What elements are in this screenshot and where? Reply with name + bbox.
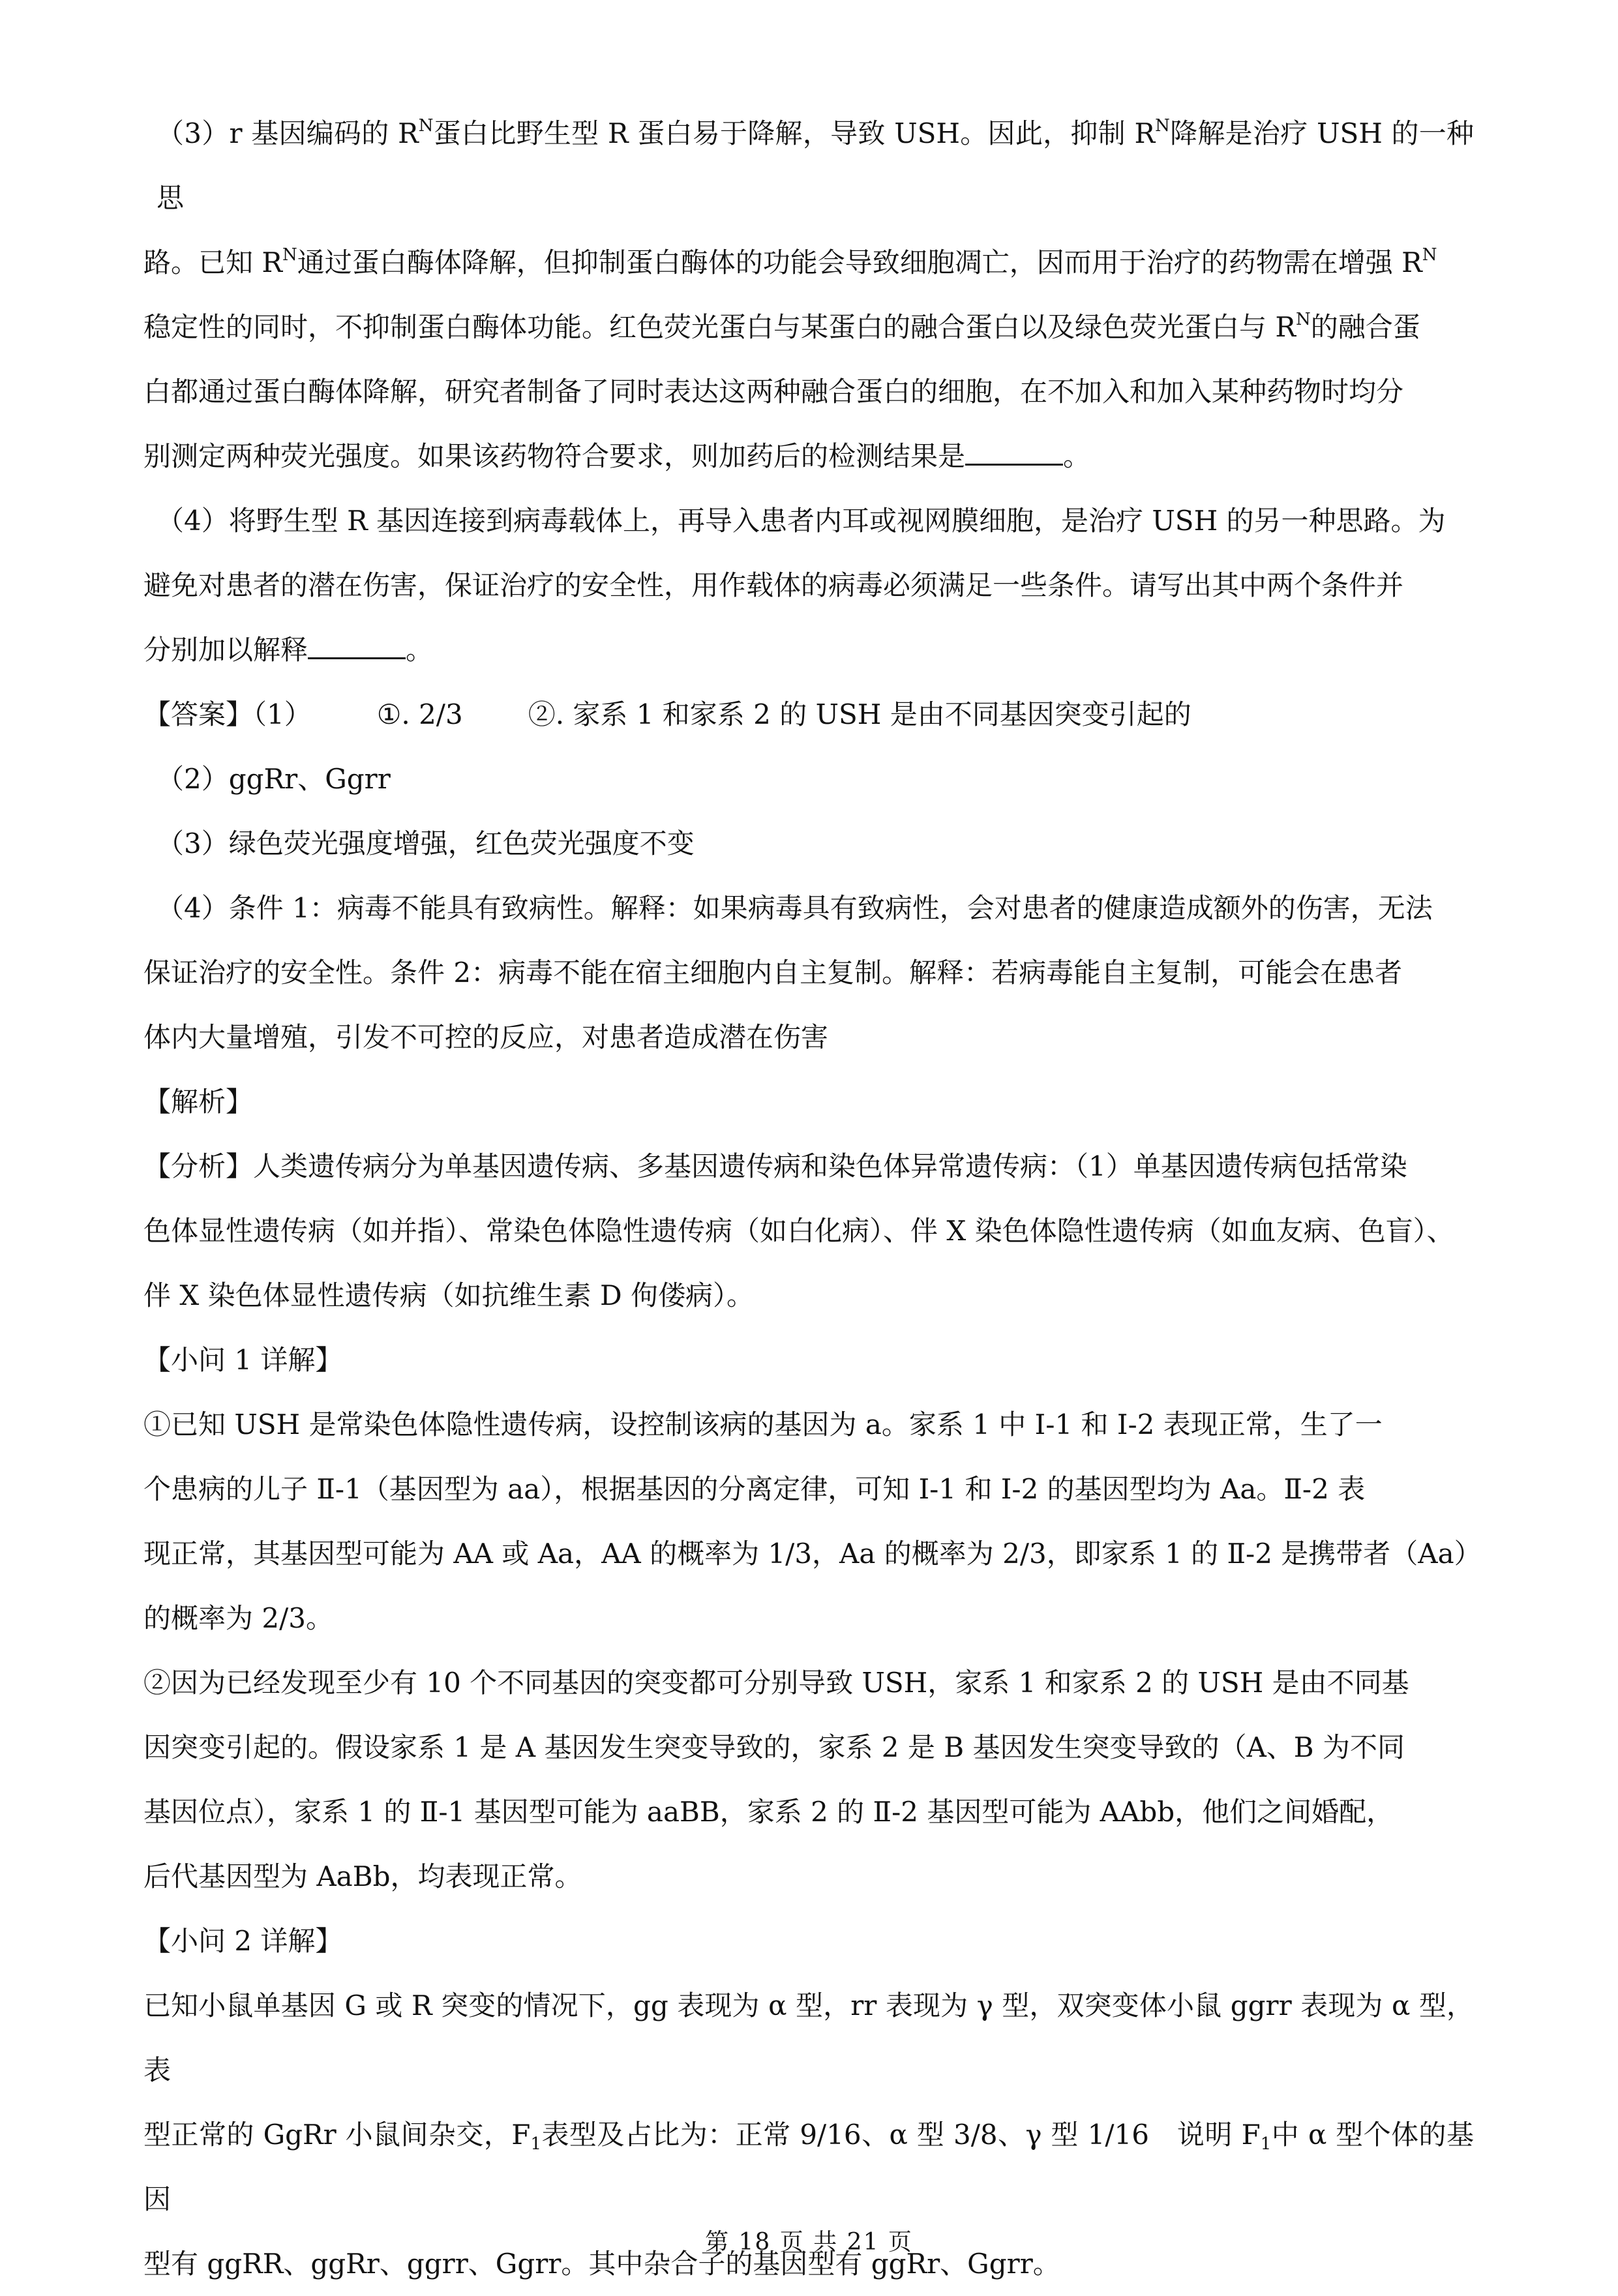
sub1-line-3: 现正常，其基因型可能为 AA 或 Aa，AA 的概率为 1/3，Aa 的概率为 2/3，即家系 1 的 Ⅱ-2 是携带者（Aa）: [143, 1538, 1482, 1570]
text-run: 的融合蛋: [1310, 311, 1420, 343]
text-run: 分别加以解释: [143, 634, 308, 666]
answer-line-6: 体内大量增殖，引发不可控的反应，对患者造成潜在伤害: [143, 1021, 829, 1053]
answer-blank: [965, 441, 1063, 466]
sub1-label: 【小问 1 详解】: [143, 1344, 343, 1376]
superscript: N: [1295, 310, 1311, 329]
q4-line-1: （4）将野生型 R 基因连接到病毒载体上，再导入患者内耳或视网膜细胞，是治疗 USH 的另一种思路。为: [157, 505, 1446, 537]
sub2-line-2: [143, 2102, 1474, 2231]
sub2-label: 【小问 2 详解】: [143, 1925, 343, 1957]
superscript: N: [1155, 116, 1170, 136]
q4-line-3: [143, 618, 1474, 682]
text-run: （3）r 基因编码的 R: [157, 117, 419, 149]
page-number-footer: 第 18 页 共 21 页: [705, 2229, 913, 2256]
sub2-line-3: 型有 ggRR、ggRr、ggrr、Ggrr。其中杂合子的基因型有 ggRr、Ggrr。: [143, 2248, 1060, 2280]
analysis-label: 【解析】: [143, 1086, 254, 1118]
text-run: 降解是治疗 USH 的一种思: [157, 117, 1475, 214]
text-run: 。: [1063, 440, 1091, 472]
analysis-line-2: 色体显性遗传病（如并指）、常染色体隐性遗传病（如白化病）、伴 X 染色体隐性遗传病（如血友病、色盲）、: [143, 1215, 1454, 1247]
answer-line-1: [143, 682, 1474, 747]
sub1-line-4: 的概率为 2/3。: [143, 1602, 333, 1634]
answer-line-4: （4）条件 1：病毒不能具有致病性。解释：如果病毒具有致病性，会对患者的健康造成额外的伤害，无法: [157, 892, 1433, 924]
text-run: 通过蛋白酶体降解，但抑制蛋白酶体的功能会导致细胞凋亡，因而用于治疗的药物需在增强 R: [297, 246, 1422, 278]
text-run: 型正常的 GgRr 小鼠间杂交，F: [143, 2119, 531, 2151]
sub2-line-1: 已知小鼠单基因 G 或 R 突变的情况下，gg 表现为 α 型，rr 表现为 γ 型，双突变体小鼠 ggrr 表现为 α 型，表: [143, 1990, 1474, 2086]
sub1-line-2: 个患病的儿子 Ⅱ-1（基因型为 aa），根据基因的分离定律，可知 Ⅰ-1 和 Ⅰ-2 的基因型均为 Aa。Ⅱ-2 表: [143, 1473, 1366, 1505]
sub1-line-7: 基因位点），家系 1 的 Ⅱ-1 基因型可能为 aaBB，家系 2 的 Ⅱ-2 基因型可能为 AAbb，他们之间婚配，: [143, 1796, 1394, 1828]
superscript: N: [282, 245, 297, 265]
analysis-line-1: 【分析】人类遗传病分为单基因遗传病、多基因遗传病和染色体异常遗传病：（1）单基因遗传病包括常染: [143, 1150, 1407, 1182]
superscript: N: [418, 116, 434, 136]
text-run: 。: [406, 634, 434, 666]
text-run: 路。已知 R: [143, 246, 282, 278]
q3-line-1: [143, 101, 1474, 230]
q3-line-2: [143, 230, 1474, 295]
answer-blank: [308, 635, 406, 659]
sub1-line-8: 后代基因型为 AaBb，均表现正常。: [143, 1860, 582, 1892]
q3-line-4: 白都通过蛋白酶体降解，研究者制备了同时表达这两种融合蛋白的细胞，在不加入和加入某种药物时均分: [143, 376, 1404, 408]
q3-line-3: [143, 295, 1474, 359]
q3-line-5: [143, 424, 1474, 488]
page-content: [143, 101, 1482, 2296]
answer-line-3: （3）绿色荧光强度增强，红色荧光强度不变: [157, 827, 695, 859]
text-run: 别测定两种荧光强度。如果该药物符合要求，则加药后的检测结果是: [143, 440, 966, 472]
answer-label: 【答案】（1）: [143, 698, 312, 730]
answer-line-2: （2）ggRr、Ggrr: [157, 763, 391, 795]
text-run: 中 α 型个体的基因: [143, 2119, 1474, 2215]
sub1-line-5: ②因为已经发现至少有 10 个不同基因的突变都可分别导致 USH，家系 1 和家系 2 的 USH 是由不同基: [143, 1667, 1409, 1699]
q4-line-2: 避免对患者的潜在伤害，保证治疗的安全性，用作载体的病毒必须满足一些条件。请写出其中两个条件并: [143, 569, 1404, 601]
sub1-line-1: ①已知 USH 是常染色体隐性遗传病，设控制该病的基因为 a。家系 1 中 Ⅰ-1 和 Ⅰ-2 表现正常，生了一: [143, 1409, 1383, 1440]
analysis-line-3: 伴 X 染色体显性遗传病（如抗维生素 D 佝偻病）。: [143, 1279, 754, 1311]
sub1-line-6: 因突变引起的。假设家系 1 是 A 基因发生突变导致的，家系 2 是 B 基因发生突变导致的（A、B 为不同: [143, 1731, 1405, 1763]
subscript: 1: [530, 2134, 541, 2154]
answer-item: ②. 家系 1 和家系 2 的 USH 是由不同基因突变引起的: [528, 698, 1191, 730]
subscript: 1: [1260, 2134, 1272, 2154]
superscript: N: [1422, 245, 1437, 265]
text-run: 表型及占比为：正常 9/16、α 型 3/8、γ 型 1/16 说明 F: [541, 2119, 1261, 2151]
text-run: 稳定性的同时，不抑制蛋白酶体功能。红色荧光蛋白与某蛋白的融合蛋白以及绿色荧光蛋白与 R: [143, 311, 1296, 343]
text-run: 蛋白比野生型 R 蛋白易于降解，导致 USH。因此，抑制 R: [433, 117, 1156, 149]
answer-line-5: 保证治疗的安全性。条件 2：病毒不能在宿主细胞内自主复制。解释：若病毒能自主复制，可能会在患者: [143, 957, 1403, 989]
answer-item: ①. 2/3: [376, 698, 463, 730]
